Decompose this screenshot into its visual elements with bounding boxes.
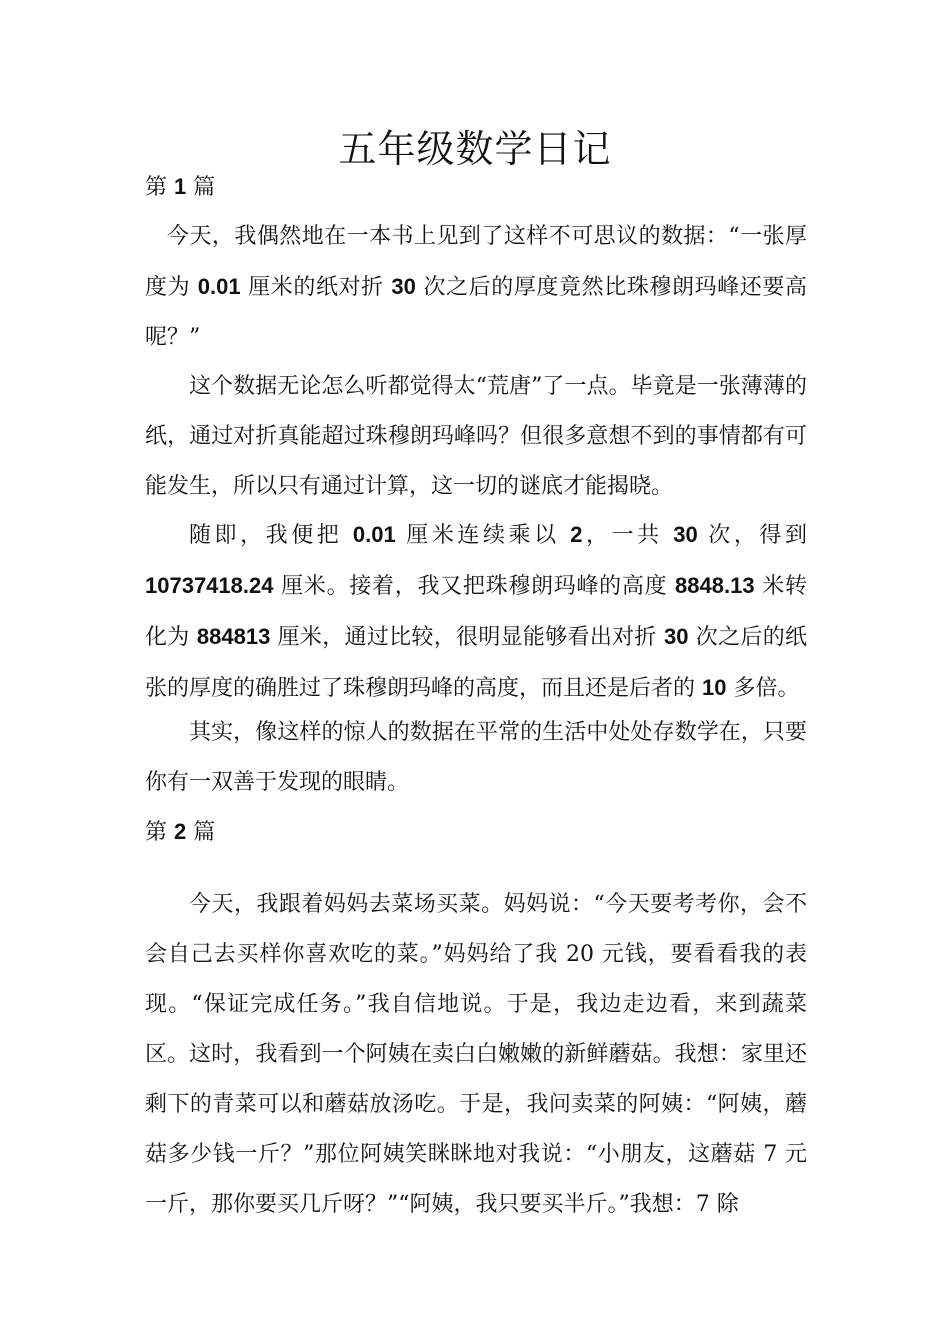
heading-number: 1 bbox=[174, 174, 187, 199]
page-title: 五年级数学日记 bbox=[338, 127, 612, 172]
bold-number: 0.01 bbox=[197, 274, 241, 299]
text-run: 厘米。接着，我又把珠穆朗玛峰的高度 bbox=[273, 574, 676, 599]
paragraph bbox=[145, 880, 807, 1230]
bold-number: 2 bbox=[570, 522, 583, 547]
bold-number: 0.01 bbox=[352, 522, 396, 547]
text-run: 其实，像这样的惊人的数据在平常的生活中处处存数学在，只要你有一双善于发现的眼睛。 bbox=[145, 720, 807, 795]
heading-number: 2 bbox=[174, 819, 187, 844]
paragraph bbox=[145, 362, 807, 512]
section-heading-1 bbox=[145, 172, 215, 203]
bold-number: 10 bbox=[702, 675, 727, 700]
text-run: 这个数据无论怎么听都觉得太“荒唐”了一点。毕竟是一张薄薄的纸，通过对折真能超过珠穆朗玛峰吗？但很多意想不到的事情都有可能发生，所以只有通过计算，这一切的谜底才能揭晓。 bbox=[145, 374, 807, 499]
text-run: 多倍。 bbox=[726, 676, 800, 701]
text-run: 今天，我偶然地在一本书上见到了这样不可思议的数据：“一张厚度为 bbox=[145, 224, 807, 300]
section-heading-2 bbox=[145, 817, 215, 848]
bold-number: 884813 bbox=[196, 624, 271, 649]
text-run: 厘米连续乘以 bbox=[395, 523, 571, 548]
heading-suffix: 篇 bbox=[186, 820, 216, 845]
heading-prefix: 第 bbox=[145, 820, 174, 845]
text-run: 厘米，通过比较，很明显能够看出对折 bbox=[270, 625, 665, 650]
bold-number: 30 bbox=[664, 624, 689, 649]
bold-number: 10737418.24 bbox=[145, 573, 274, 598]
bold-number: 30 bbox=[391, 274, 416, 299]
text-run: 次，得到 bbox=[697, 523, 807, 548]
text-run: 随即，我便把 bbox=[189, 523, 353, 548]
heading-suffix: 篇 bbox=[186, 175, 216, 200]
text-run: 米转化为 bbox=[145, 574, 807, 650]
text-run: 次之后的厚度竟然比珠穆朗玛峰还要高呢？” bbox=[145, 275, 807, 350]
paragraph bbox=[145, 708, 807, 808]
text-run: 今天，我跟着妈妈去菜场买菜。妈妈说：“今天要考考你，会不会自己去买样你喜欢吃的菜。”妈妈给了我 20 元钱，要看看我的表现。“保证完成任务。”我自信地说。于是，我边走边看，来到蔬菜区。这时，我看到一个阿姨在卖白白嫩嫩的新鲜蘑菇。我想：家里还剩下的青菜可以和蘑菇放汤吃。于是，我问卖菜的阿姨：“阿姨，蘑菇多少钱一斤？”那位阿姨笑眯眯地对我说：“小朋友，这蘑菇 7 元一斤，那你要买几斤呀？”“阿姨，我只要买半斤。”我想：7 除 bbox=[145, 892, 807, 1217]
bold-number: 8848.13 bbox=[675, 573, 755, 598]
bold-number: 30 bbox=[673, 522, 698, 547]
paragraph bbox=[145, 510, 807, 714]
text-run: 厘米的纸对折 bbox=[240, 275, 392, 300]
heading-prefix: 第 bbox=[145, 175, 174, 200]
paragraph bbox=[145, 212, 807, 363]
text-run: ，一共 bbox=[582, 523, 674, 548]
text-run: 次之后的纸张的厚度的确胜过了珠穆朗玛峰的高度，而且还是后者的 bbox=[145, 625, 807, 701]
